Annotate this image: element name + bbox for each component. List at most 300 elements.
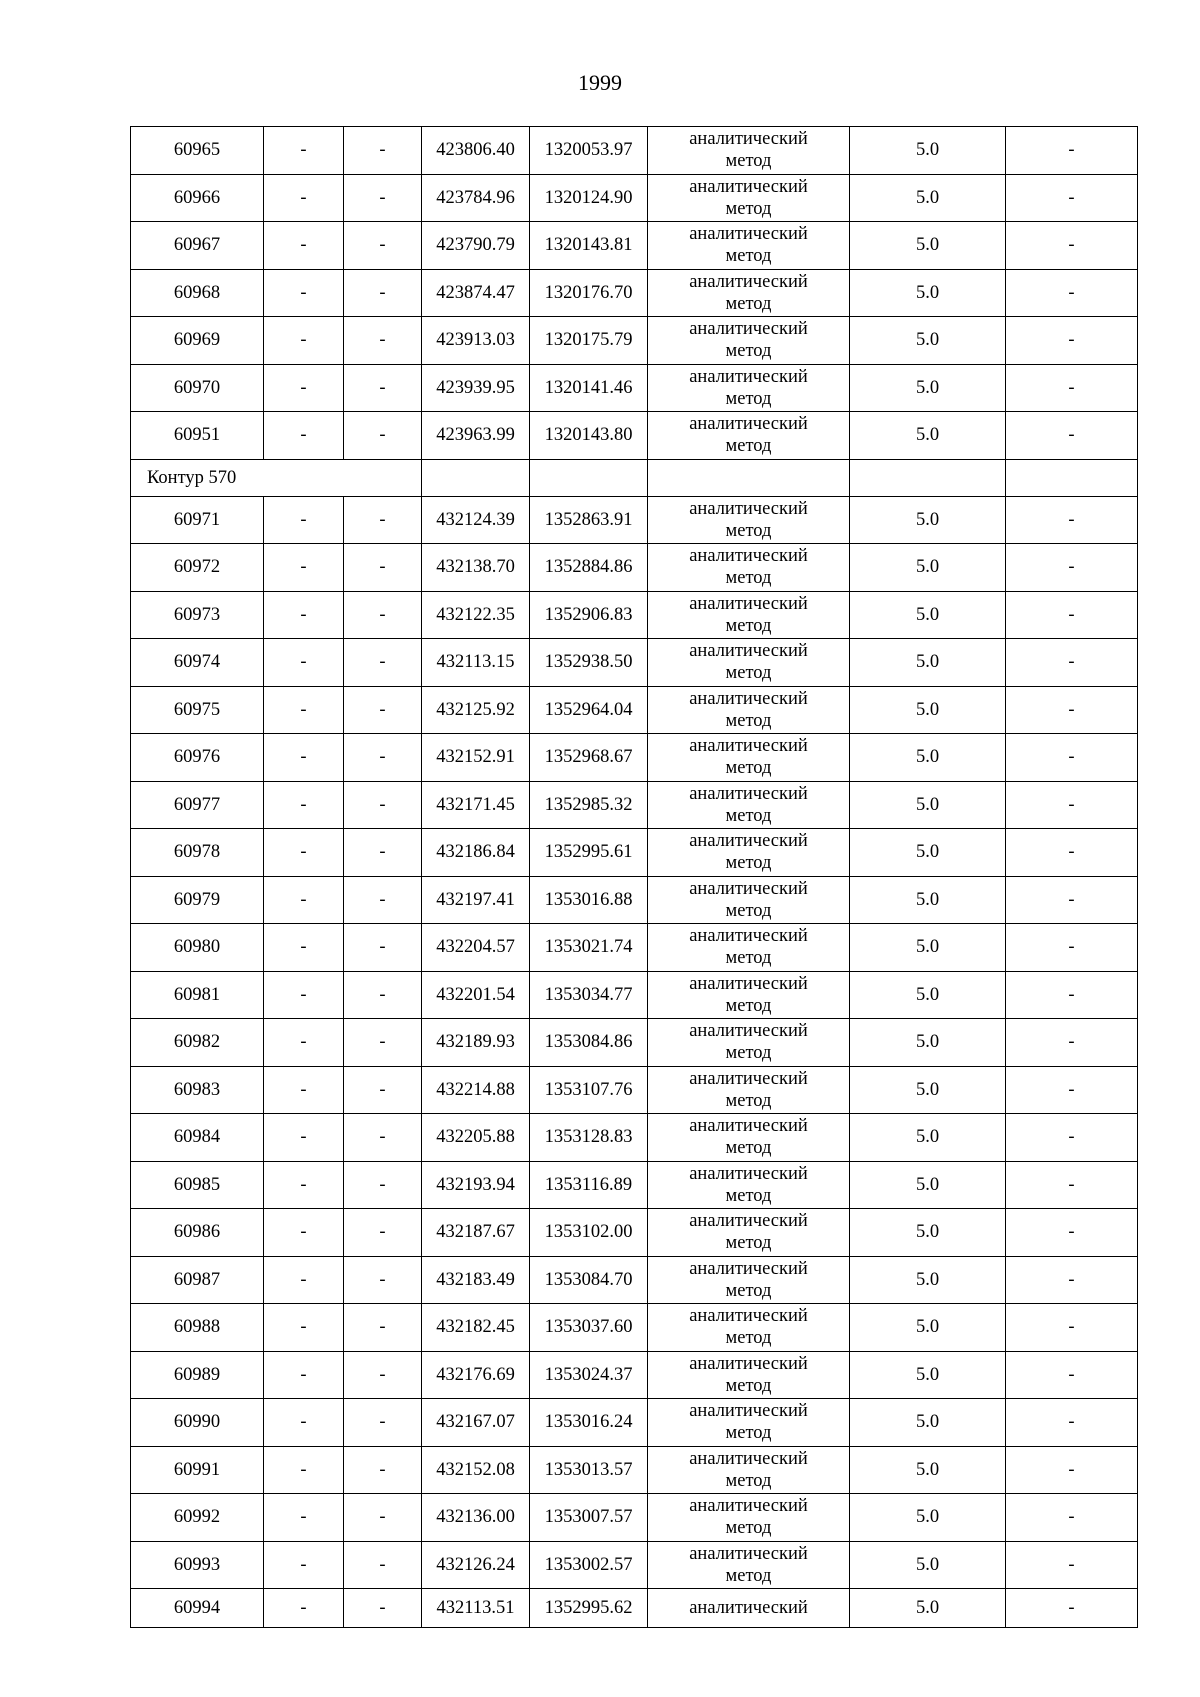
method-line-1: аналитический bbox=[689, 1211, 808, 1232]
table-row bbox=[131, 1019, 1138, 1067]
note-cell: - bbox=[1006, 1399, 1138, 1447]
table-row bbox=[131, 1256, 1138, 1304]
table-row bbox=[131, 1161, 1138, 1209]
empty-field-cell: - bbox=[264, 1019, 344, 1067]
point-id-cell: 60980 bbox=[131, 924, 264, 972]
method-cell bbox=[648, 412, 850, 460]
point-id-cell: 60968 bbox=[131, 269, 264, 317]
table-row bbox=[131, 127, 1138, 175]
empty-field-cell: - bbox=[344, 1494, 422, 1542]
table-row bbox=[131, 924, 1138, 972]
point-id-cell: 60966 bbox=[131, 174, 264, 222]
x-coordinate-cell: 423913.03 bbox=[422, 317, 530, 365]
empty-field-cell: - bbox=[264, 222, 344, 270]
x-coordinate-cell: 423939.95 bbox=[422, 364, 530, 412]
precision-cell: 5.0 bbox=[850, 1066, 1006, 1114]
precision-cell: 5.0 bbox=[850, 1209, 1006, 1257]
empty-field-cell: - bbox=[264, 1256, 344, 1304]
note-cell: - bbox=[1006, 591, 1138, 639]
method-line-2: метод bbox=[725, 853, 772, 874]
method-cell bbox=[648, 1304, 850, 1352]
empty-field-cell: - bbox=[344, 1019, 422, 1067]
table-row bbox=[131, 544, 1138, 592]
empty-field-cell: - bbox=[344, 686, 422, 734]
empty-cell bbox=[1006, 459, 1138, 496]
method-line-2: метод bbox=[725, 663, 772, 684]
point-id-cell: 60951 bbox=[131, 412, 264, 460]
table-row bbox=[131, 174, 1138, 222]
x-coordinate-cell: 432176.69 bbox=[422, 1351, 530, 1399]
method-line-1: аналитический bbox=[689, 736, 808, 757]
note-cell: - bbox=[1006, 317, 1138, 365]
empty-field-cell: - bbox=[344, 1209, 422, 1257]
note-cell: - bbox=[1006, 781, 1138, 829]
x-coordinate-cell: 423963.99 bbox=[422, 412, 530, 460]
method-cell bbox=[648, 734, 850, 782]
y-coordinate-cell: 1320143.81 bbox=[530, 222, 648, 270]
x-coordinate-cell: 432197.41 bbox=[422, 876, 530, 924]
empty-field-cell: - bbox=[264, 174, 344, 222]
method-cell bbox=[648, 1351, 850, 1399]
method-cell bbox=[648, 1209, 850, 1257]
note-cell: - bbox=[1006, 412, 1138, 460]
precision-cell: 5.0 bbox=[850, 1494, 1006, 1542]
method-line-2: метод bbox=[725, 1565, 772, 1586]
empty-field-cell: - bbox=[344, 222, 422, 270]
empty-field-cell: - bbox=[264, 924, 344, 972]
note-cell: - bbox=[1006, 829, 1138, 877]
empty-field-cell: - bbox=[264, 734, 344, 782]
method-cell bbox=[648, 876, 850, 924]
note-cell: - bbox=[1006, 127, 1138, 175]
precision-cell: 5.0 bbox=[850, 1161, 1006, 1209]
empty-field-cell: - bbox=[264, 364, 344, 412]
method-cell bbox=[648, 222, 850, 270]
x-coordinate-cell: 432193.94 bbox=[422, 1161, 530, 1209]
empty-field-cell: - bbox=[344, 174, 422, 222]
method-line-2: метод bbox=[725, 1043, 772, 1064]
method-cell bbox=[648, 1161, 850, 1209]
method-cell bbox=[648, 127, 850, 175]
method-line-2: метод bbox=[725, 151, 772, 172]
precision-cell: 5.0 bbox=[850, 1256, 1006, 1304]
method-cell bbox=[648, 1066, 850, 1114]
point-id-cell: 60987 bbox=[131, 1256, 264, 1304]
method-line-2: метод bbox=[725, 995, 772, 1016]
point-id-cell: 60965 bbox=[131, 127, 264, 175]
table-row bbox=[131, 1589, 1138, 1628]
method-line-1: аналитический bbox=[689, 1543, 808, 1564]
empty-field-cell: - bbox=[264, 829, 344, 877]
table-row bbox=[131, 639, 1138, 687]
method-line-2: метод bbox=[725, 900, 772, 921]
precision-cell: 5.0 bbox=[850, 924, 1006, 972]
table-row bbox=[131, 971, 1138, 1019]
point-id-cell: 60992 bbox=[131, 1494, 264, 1542]
note-cell: - bbox=[1006, 686, 1138, 734]
empty-field-cell: - bbox=[264, 591, 344, 639]
method-cell bbox=[648, 1446, 850, 1494]
x-coordinate-cell: 432204.57 bbox=[422, 924, 530, 972]
precision-cell: 5.0 bbox=[850, 544, 1006, 592]
y-coordinate-cell: 1320053.97 bbox=[530, 127, 648, 175]
method-line-2: метод bbox=[725, 1233, 772, 1254]
empty-field-cell: - bbox=[264, 1066, 344, 1114]
empty-field-cell: - bbox=[264, 127, 344, 175]
y-coordinate-cell: 1352938.50 bbox=[530, 639, 648, 687]
empty-field-cell: - bbox=[344, 127, 422, 175]
table-row bbox=[131, 269, 1138, 317]
table-body bbox=[131, 127, 1138, 1628]
method-line-1: аналитический bbox=[689, 366, 808, 387]
coordinates-table bbox=[130, 126, 1138, 1628]
precision-cell: 5.0 bbox=[850, 1304, 1006, 1352]
method-cell bbox=[648, 1114, 850, 1162]
x-coordinate-cell: 432201.54 bbox=[422, 971, 530, 1019]
x-coordinate-cell: 432205.88 bbox=[422, 1114, 530, 1162]
note-cell: - bbox=[1006, 496, 1138, 544]
x-coordinate-cell: 432152.91 bbox=[422, 734, 530, 782]
x-coordinate-cell: 423790.79 bbox=[422, 222, 530, 270]
method-cell bbox=[648, 1256, 850, 1304]
method-cell bbox=[648, 364, 850, 412]
method-line-1: аналитический bbox=[689, 1021, 808, 1042]
empty-field-cell: - bbox=[344, 496, 422, 544]
method-line-1: аналитический bbox=[689, 973, 808, 994]
point-id-cell: 60978 bbox=[131, 829, 264, 877]
method-cell bbox=[648, 1589, 850, 1628]
y-coordinate-cell: 1352964.04 bbox=[530, 686, 648, 734]
method-line-2: метод bbox=[725, 520, 772, 541]
empty-field-cell: - bbox=[264, 1541, 344, 1589]
x-coordinate-cell: 432126.24 bbox=[422, 1541, 530, 1589]
empty-field-cell: - bbox=[264, 1209, 344, 1257]
table-row bbox=[131, 686, 1138, 734]
y-coordinate-cell: 1352863.91 bbox=[530, 496, 648, 544]
x-coordinate-cell: 432187.67 bbox=[422, 1209, 530, 1257]
y-coordinate-cell: 1353013.57 bbox=[530, 1446, 648, 1494]
precision-cell: 5.0 bbox=[850, 1114, 1006, 1162]
note-cell: - bbox=[1006, 174, 1138, 222]
empty-field-cell: - bbox=[264, 639, 344, 687]
note-cell: - bbox=[1006, 1351, 1138, 1399]
empty-field-cell: - bbox=[264, 781, 344, 829]
note-cell: - bbox=[1006, 876, 1138, 924]
point-id-cell: 60988 bbox=[131, 1304, 264, 1352]
method-line-2: метод bbox=[725, 388, 772, 409]
method-line-2: метод bbox=[725, 1328, 772, 1349]
method-line-2: метод bbox=[725, 948, 772, 969]
method-cell bbox=[648, 174, 850, 222]
x-coordinate-cell: 423784.96 bbox=[422, 174, 530, 222]
precision-cell: 5.0 bbox=[850, 496, 1006, 544]
method-line-2: метод bbox=[725, 293, 772, 314]
method-cell bbox=[648, 317, 850, 365]
table-row bbox=[131, 496, 1138, 544]
empty-cell bbox=[648, 459, 850, 496]
precision-cell: 5.0 bbox=[850, 686, 1006, 734]
method-cell bbox=[648, 1019, 850, 1067]
method-cell bbox=[648, 924, 850, 972]
precision-cell: 5.0 bbox=[850, 876, 1006, 924]
note-cell: - bbox=[1006, 1494, 1138, 1542]
empty-field-cell: - bbox=[264, 1494, 344, 1542]
y-coordinate-cell: 1352968.67 bbox=[530, 734, 648, 782]
method-cell bbox=[648, 829, 850, 877]
x-coordinate-cell: 432138.70 bbox=[422, 544, 530, 592]
note-cell: - bbox=[1006, 222, 1138, 270]
method-line-2: метод bbox=[725, 436, 772, 457]
point-id-cell: 60974 bbox=[131, 639, 264, 687]
x-coordinate-cell: 432125.92 bbox=[422, 686, 530, 734]
method-line-1: аналитический bbox=[689, 1598, 808, 1618]
x-coordinate-cell: 432171.45 bbox=[422, 781, 530, 829]
y-coordinate-cell: 1352985.32 bbox=[530, 781, 648, 829]
method-line-2: метод bbox=[725, 568, 772, 589]
empty-field-cell: - bbox=[344, 412, 422, 460]
empty-field-cell: - bbox=[344, 544, 422, 592]
y-coordinate-cell: 1320141.46 bbox=[530, 364, 648, 412]
empty-field-cell: - bbox=[264, 1114, 344, 1162]
y-coordinate-cell: 1353024.37 bbox=[530, 1351, 648, 1399]
method-line-1: аналитический bbox=[689, 319, 808, 340]
point-id-cell: 60994 bbox=[131, 1589, 264, 1628]
note-cell: - bbox=[1006, 544, 1138, 592]
empty-field-cell: - bbox=[344, 1161, 422, 1209]
precision-cell: 5.0 bbox=[850, 269, 1006, 317]
table-row bbox=[131, 1494, 1138, 1542]
note-cell: - bbox=[1006, 971, 1138, 1019]
point-id-cell: 60982 bbox=[131, 1019, 264, 1067]
method-cell bbox=[648, 971, 850, 1019]
note-cell: - bbox=[1006, 1446, 1138, 1494]
note-cell: - bbox=[1006, 1541, 1138, 1589]
table-row bbox=[131, 1351, 1138, 1399]
precision-cell: 5.0 bbox=[850, 412, 1006, 460]
x-coordinate-cell: 432122.35 bbox=[422, 591, 530, 639]
empty-cell bbox=[422, 459, 530, 496]
point-id-cell: 60969 bbox=[131, 317, 264, 365]
empty-field-cell: - bbox=[344, 876, 422, 924]
note-cell: - bbox=[1006, 1256, 1138, 1304]
empty-field-cell: - bbox=[264, 1589, 344, 1628]
point-id-cell: 60993 bbox=[131, 1541, 264, 1589]
table-row bbox=[131, 1114, 1138, 1162]
method-line-1: аналитический bbox=[689, 224, 808, 245]
table-row bbox=[131, 1541, 1138, 1589]
y-coordinate-cell: 1353021.74 bbox=[530, 924, 648, 972]
x-coordinate-cell: 432189.93 bbox=[422, 1019, 530, 1067]
x-coordinate-cell: 432113.51 bbox=[422, 1589, 530, 1628]
precision-cell: 5.0 bbox=[850, 1541, 1006, 1589]
y-coordinate-cell: 1353002.57 bbox=[530, 1541, 648, 1589]
method-line-2: метод bbox=[725, 246, 772, 267]
method-line-1: аналитический bbox=[689, 593, 808, 614]
empty-field-cell: - bbox=[264, 317, 344, 365]
precision-cell: 5.0 bbox=[850, 1589, 1006, 1628]
empty-field-cell: - bbox=[344, 1589, 422, 1628]
empty-field-cell: - bbox=[264, 269, 344, 317]
y-coordinate-cell: 1353128.83 bbox=[530, 1114, 648, 1162]
method-line-2: метод bbox=[725, 615, 772, 636]
method-line-2: метод bbox=[725, 341, 772, 362]
empty-field-cell: - bbox=[344, 1114, 422, 1162]
method-line-1: аналитический bbox=[689, 878, 808, 899]
empty-field-cell: - bbox=[264, 544, 344, 592]
empty-field-cell: - bbox=[264, 1446, 344, 1494]
method-line-1: аналитический bbox=[689, 1353, 808, 1374]
method-line-2: метод bbox=[725, 710, 772, 731]
point-id-cell: 60967 bbox=[131, 222, 264, 270]
x-coordinate-cell: 432182.45 bbox=[422, 1304, 530, 1352]
empty-field-cell: - bbox=[264, 412, 344, 460]
table-row bbox=[131, 364, 1138, 412]
page-number: 1999 bbox=[578, 70, 622, 95]
point-id-cell: 60985 bbox=[131, 1161, 264, 1209]
method-line-1: аналитический bbox=[689, 1401, 808, 1422]
precision-cell: 5.0 bbox=[850, 781, 1006, 829]
method-line-1: аналитический bbox=[689, 1068, 808, 1089]
method-line-2: метод bbox=[725, 758, 772, 779]
empty-cell bbox=[850, 459, 1006, 496]
empty-field-cell: - bbox=[264, 1304, 344, 1352]
table-row bbox=[131, 1304, 1138, 1352]
empty-field-cell: - bbox=[264, 971, 344, 1019]
precision-cell: 5.0 bbox=[850, 1446, 1006, 1494]
note-cell: - bbox=[1006, 364, 1138, 412]
empty-field-cell: - bbox=[344, 1066, 422, 1114]
method-line-2: метод bbox=[725, 1518, 772, 1539]
method-line-1: аналитический bbox=[689, 688, 808, 709]
method-line-1: аналитический bbox=[689, 498, 808, 519]
contour-label: Контур 570 bbox=[131, 459, 422, 496]
method-line-1: аналитический bbox=[689, 1258, 808, 1279]
precision-cell: 5.0 bbox=[850, 971, 1006, 1019]
x-coordinate-cell: 432136.00 bbox=[422, 1494, 530, 1542]
precision-cell: 5.0 bbox=[850, 127, 1006, 175]
y-coordinate-cell: 1353116.89 bbox=[530, 1161, 648, 1209]
empty-field-cell: - bbox=[344, 924, 422, 972]
point-id-cell: 60977 bbox=[131, 781, 264, 829]
table-row bbox=[131, 1209, 1138, 1257]
y-coordinate-cell: 1352995.61 bbox=[530, 829, 648, 877]
method-cell bbox=[648, 1541, 850, 1589]
empty-field-cell: - bbox=[344, 364, 422, 412]
method-cell bbox=[648, 1399, 850, 1447]
x-coordinate-cell: 432183.49 bbox=[422, 1256, 530, 1304]
precision-cell: 5.0 bbox=[850, 639, 1006, 687]
empty-field-cell: - bbox=[344, 1304, 422, 1352]
point-id-cell: 60979 bbox=[131, 876, 264, 924]
method-line-2: метод bbox=[725, 1138, 772, 1159]
method-cell bbox=[648, 686, 850, 734]
empty-field-cell: - bbox=[344, 1351, 422, 1399]
x-coordinate-cell: 432214.88 bbox=[422, 1066, 530, 1114]
y-coordinate-cell: 1353016.88 bbox=[530, 876, 648, 924]
note-cell: - bbox=[1006, 1019, 1138, 1067]
y-coordinate-cell: 1352995.62 bbox=[530, 1589, 648, 1628]
method-line-1: аналитический bbox=[689, 1163, 808, 1184]
empty-field-cell: - bbox=[264, 876, 344, 924]
method-cell bbox=[648, 1494, 850, 1542]
note-cell: - bbox=[1006, 1161, 1138, 1209]
note-cell: - bbox=[1006, 1114, 1138, 1162]
table-row bbox=[131, 412, 1138, 460]
method-cell bbox=[648, 496, 850, 544]
point-id-cell: 60972 bbox=[131, 544, 264, 592]
point-id-cell: 60986 bbox=[131, 1209, 264, 1257]
method-cell bbox=[648, 781, 850, 829]
precision-cell: 5.0 bbox=[850, 222, 1006, 270]
y-coordinate-cell: 1353016.24 bbox=[530, 1399, 648, 1447]
x-coordinate-cell: 423806.40 bbox=[422, 127, 530, 175]
point-id-cell: 60970 bbox=[131, 364, 264, 412]
y-coordinate-cell: 1320143.80 bbox=[530, 412, 648, 460]
contour-header-row bbox=[131, 459, 1138, 496]
y-coordinate-cell: 1353084.86 bbox=[530, 1019, 648, 1067]
point-id-cell: 60975 bbox=[131, 686, 264, 734]
point-id-cell: 60990 bbox=[131, 1399, 264, 1447]
precision-cell: 5.0 bbox=[850, 174, 1006, 222]
table-row bbox=[131, 829, 1138, 877]
y-coordinate-cell: 1353102.00 bbox=[530, 1209, 648, 1257]
y-coordinate-cell: 1320124.90 bbox=[530, 174, 648, 222]
y-coordinate-cell: 1320176.70 bbox=[530, 269, 648, 317]
y-coordinate-cell: 1353107.76 bbox=[530, 1066, 648, 1114]
y-coordinate-cell: 1352906.83 bbox=[530, 591, 648, 639]
y-coordinate-cell: 1352884.86 bbox=[530, 544, 648, 592]
point-id-cell: 60981 bbox=[131, 971, 264, 1019]
table-row bbox=[131, 317, 1138, 365]
empty-field-cell: - bbox=[344, 781, 422, 829]
y-coordinate-cell: 1320175.79 bbox=[530, 317, 648, 365]
empty-field-cell: - bbox=[344, 1399, 422, 1447]
y-coordinate-cell: 1353007.57 bbox=[530, 1494, 648, 1542]
empty-field-cell: - bbox=[344, 639, 422, 687]
empty-field-cell: - bbox=[264, 686, 344, 734]
method-line-2: метод bbox=[725, 1375, 772, 1396]
x-coordinate-cell: 432167.07 bbox=[422, 1399, 530, 1447]
note-cell: - bbox=[1006, 1209, 1138, 1257]
empty-field-cell: - bbox=[344, 1256, 422, 1304]
x-coordinate-cell: 432152.08 bbox=[422, 1446, 530, 1494]
note-cell: - bbox=[1006, 1589, 1138, 1628]
method-line-1: аналитический bbox=[689, 176, 808, 197]
note-cell: - bbox=[1006, 1304, 1138, 1352]
table-row bbox=[131, 781, 1138, 829]
point-id-cell: 60973 bbox=[131, 591, 264, 639]
y-coordinate-cell: 1353034.77 bbox=[530, 971, 648, 1019]
empty-field-cell: - bbox=[344, 269, 422, 317]
precision-cell: 5.0 bbox=[850, 591, 1006, 639]
method-line-1: аналитический bbox=[689, 641, 808, 662]
point-id-cell: 60976 bbox=[131, 734, 264, 782]
table-row bbox=[131, 1066, 1138, 1114]
y-coordinate-cell: 1353037.60 bbox=[530, 1304, 648, 1352]
table-row bbox=[131, 1399, 1138, 1447]
method-line-2: метод bbox=[725, 1470, 772, 1491]
table-row bbox=[131, 591, 1138, 639]
precision-cell: 5.0 bbox=[850, 317, 1006, 365]
empty-field-cell: - bbox=[264, 1161, 344, 1209]
table-row bbox=[131, 222, 1138, 270]
method-line-2: метод bbox=[725, 1423, 772, 1444]
method-line-2: метод bbox=[725, 805, 772, 826]
precision-cell: 5.0 bbox=[850, 1399, 1006, 1447]
method-line-1: аналитический bbox=[689, 1496, 808, 1517]
point-id-cell: 60971 bbox=[131, 496, 264, 544]
empty-field-cell: - bbox=[344, 734, 422, 782]
